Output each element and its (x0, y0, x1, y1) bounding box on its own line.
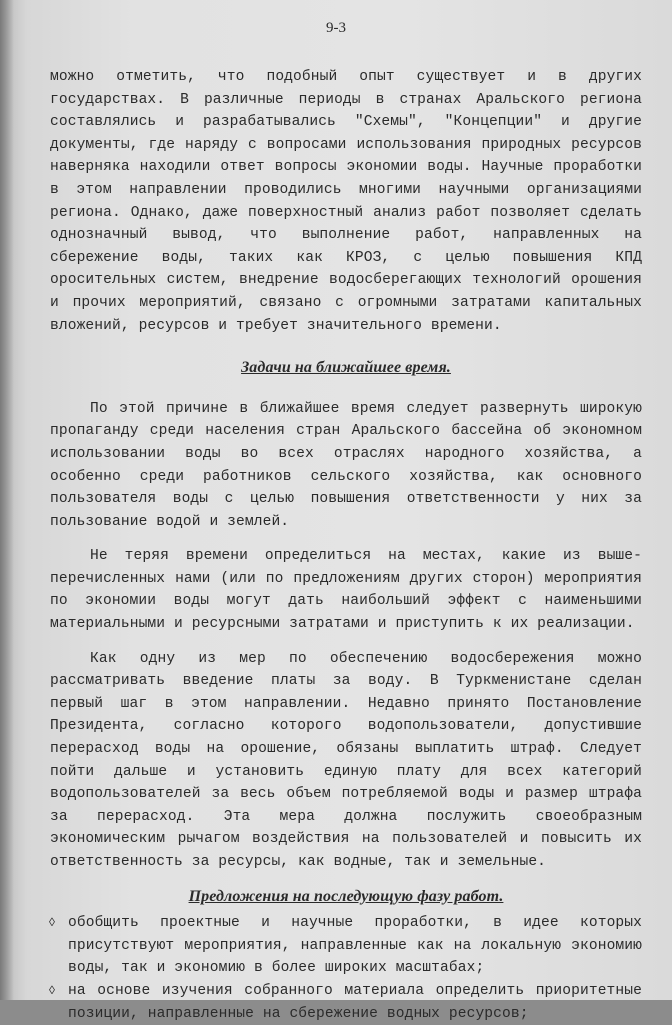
section-heading-tasks: Задачи на ближайшее время. (241, 359, 451, 377)
paragraph-measures: Не теряя времени определиться на местах, какие из выше-перечисленных нами (или по предложениям других сторон) мероприятия по экономии воды могут дать наибольший эффект с наименьшими материальными и ресурсными затратами и приступить к их реализации. (50, 548, 642, 633)
list-item (50, 980, 642, 1025)
document-body (50, 66, 642, 1025)
paragraph-intro: можно отметить, что подобный опыт существует и в других государствах. В различные периоды в странах Аральского региона составлялись и разрабатывались "Схемы", "Концепции" и другие документы, где наряду с вопросами использования природных ресурсов наверняка находили ответ вопросы экономии воды. Научные проработки в этом направлении проводились многими научными организациями региона. Однако, даже поверхностный анализ работ позволяет сделать однозначный вывод, что выполнение работ, направленных на сбережение воды, таких как КРОЗ, с целью повышения КПД оросительных систем, внедрение водосберегающих технологий орошения и прочих мероприятий, связано с огромными затратами капитальных вложений, ресурсов и требует значительного времени. (50, 69, 642, 334)
diamond-bullet-icon: ◊ (48, 983, 56, 998)
page-edge-shadow (0, 0, 14, 1000)
list-item-text: на основе изучения собранного материала определить приоритетные позиции, направленные на сбережение водных ресурсов; (68, 982, 642, 1022)
paragraph-water-fee: Как одну из мер по обеспечению водосбережения можно рассматривать введение платы за воду. В Туркменистане сделан первый шаг в этом направлении. Недавно принято Постановление Президента, согласно которого водопользователи, допустившие перерасход воды на орошение, обязаны выплатить штраф. Следует пойти дальше и установить единую плату для всех категорий водопользователей за весь объем потребляемой воды и размер штрафа за перерасход. Эта мера должна послужить своеобразным экономическим рычагом воздействия на пользователей и повысить их ответственность за ресурсы, как водные, так и земельные. (50, 650, 642, 870)
diamond-bullet-icon: ◊ (48, 916, 56, 931)
list-item (50, 912, 642, 980)
list-item-text: обобщить проектные и научные проработки, в идее которых присутствуют мероприятия, направленные как на локальную экономию воды, так и экономию в более широких масштабах; (68, 915, 642, 977)
section-heading-proposals: Предложения на последующую фазу работ. (188, 887, 504, 905)
paragraph-propaganda: По этой причине в ближайшее время следует развернуть широкую пропаганду среди населения стран Аральского бассейна об экономном использовании воды во всех отраслях народного хозяйства, а особенно среди работников сельского хозяйства, как основного пользователя воды с целью повышения ответственности у них за пользование водой и землей. (50, 400, 642, 530)
page-number: 9-3 (326, 20, 346, 36)
